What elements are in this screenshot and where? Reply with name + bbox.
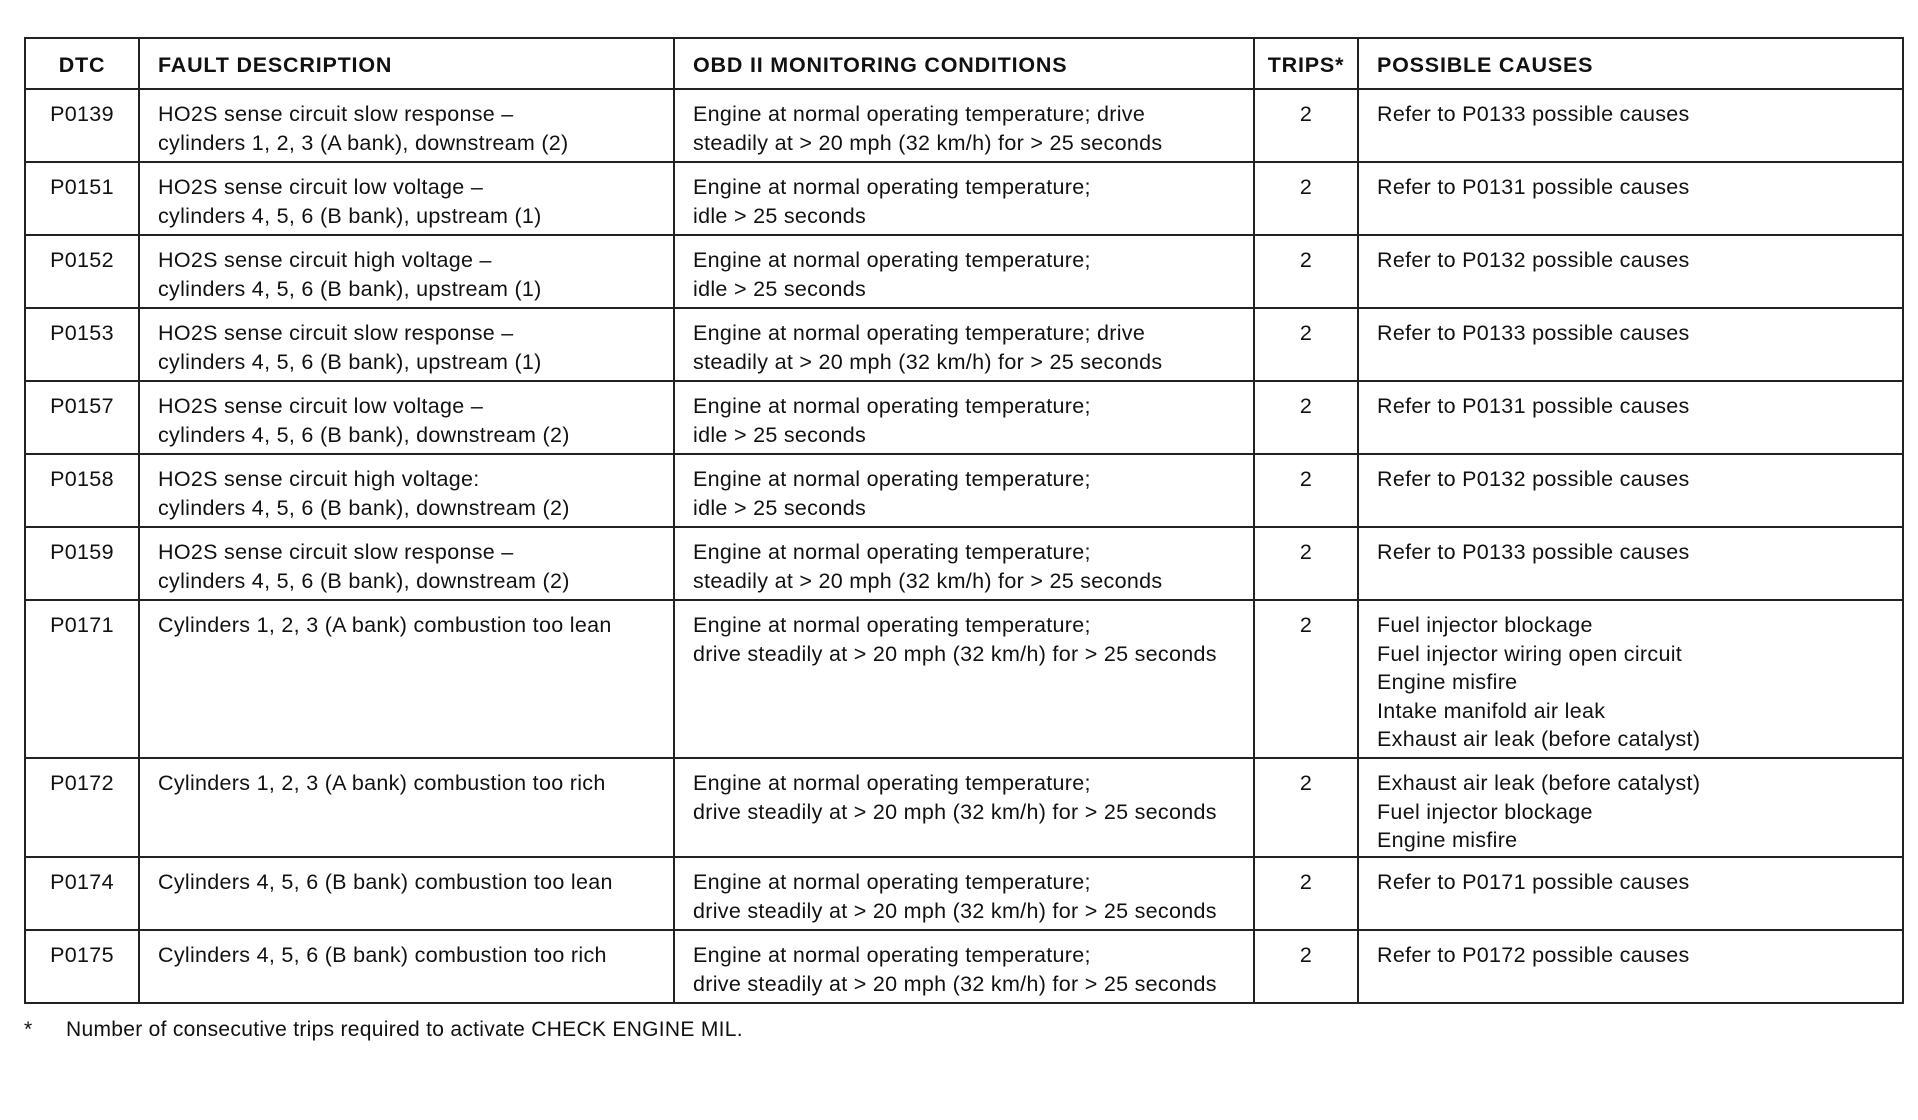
trips-count: 2 [1254,162,1358,235]
possible-causes: Fuel injector blockage Fuel injector wiring open circuit Engine misfire Intake manifold air leak Exhaust air leak (before catalyst) [1358,600,1903,758]
trips-count: 2 [1254,381,1358,454]
table-row [25,758,1903,857]
dtc-code: P0157 [25,381,139,454]
table-row [25,381,1903,454]
monitoring-conditions: Engine at normal operating temperature; drive steadily at > 20 mph (32 km/h) for > 25 seconds [674,758,1254,857]
possible-causes: Refer to P0172 possible causes [1358,930,1903,1003]
header-dtc: DTC [25,38,139,89]
fault-description: HO2S sense circuit slow response – cylinders 4, 5, 6 (B bank), upstream (1) [139,308,674,381]
monitoring-conditions: Engine at normal operating temperature; steadily at > 20 mph (32 km/h) for > 25 seconds [674,527,1254,600]
fault-description: Cylinders 4, 5, 6 (B bank) combustion too rich [139,930,674,1003]
footnote-marker: * [24,1018,33,1041]
possible-causes: Refer to P0131 possible causes [1358,381,1903,454]
dtc-code: P0152 [25,235,139,308]
header-fault-description: FAULT DESCRIPTION [139,38,674,89]
monitoring-conditions: Engine at normal operating temperature; drive steadily at > 20 mph (32 km/h) for > 25 seconds [674,857,1254,930]
monitoring-conditions: Engine at normal operating temperature; idle > 25 seconds [674,454,1254,527]
header-possible-causes: POSSIBLE CAUSES [1358,38,1903,89]
table-row [25,930,1903,1003]
dtc-code: P0171 [25,600,139,758]
possible-causes: Refer to P0132 possible causes [1358,235,1903,308]
table-row [25,454,1903,527]
monitoring-conditions: Engine at normal operating temperature; drive steadily at > 20 mph (32 km/h) for > 25 seconds [674,600,1254,758]
dtc-code: P0139 [25,89,139,162]
monitoring-conditions: Engine at normal operating temperature; idle > 25 seconds [674,162,1254,235]
dtc-code: P0151 [25,162,139,235]
table-row [25,308,1903,381]
fault-description: Cylinders 4, 5, 6 (B bank) combustion too lean [139,857,674,930]
footnote [24,1018,743,1042]
table-row [25,600,1903,758]
dtc-code: P0159 [25,527,139,600]
fault-description: HO2S sense circuit high voltage – cylinders 4, 5, 6 (B bank), upstream (1) [139,235,674,308]
monitoring-conditions: Engine at normal operating temperature; drive steadily at > 20 mph (32 km/h) for > 25 seconds [674,89,1254,162]
fault-description: HO2S sense circuit slow response – cylinders 1, 2, 3 (A bank), downstream (2) [139,89,674,162]
trips-count: 2 [1254,758,1358,857]
fault-description: Cylinders 1, 2, 3 (A bank) combustion too rich [139,758,674,857]
trips-count: 2 [1254,89,1358,162]
possible-causes: Refer to P0132 possible causes [1358,454,1903,527]
header-trips: TRIPS* [1254,38,1358,89]
monitoring-conditions: Engine at normal operating temperature; drive steadily at > 20 mph (32 km/h) for > 25 seconds [674,308,1254,381]
table-row [25,235,1903,308]
trips-count: 2 [1254,600,1358,758]
possible-causes: Refer to P0131 possible causes [1358,162,1903,235]
fault-description: HO2S sense circuit low voltage – cylinders 4, 5, 6 (B bank), upstream (1) [139,162,674,235]
dtc-code: P0158 [25,454,139,527]
possible-causes: Refer to P0133 possible causes [1358,308,1903,381]
trips-count: 2 [1254,857,1358,930]
trips-count: 2 [1254,235,1358,308]
dtc-table [24,37,1904,1004]
dtc-document [24,37,1902,1004]
trips-count: 2 [1254,930,1358,1003]
trips-count: 2 [1254,527,1358,600]
table-row [25,89,1903,162]
header-monitoring-conditions: OBD II MONITORING CONDITIONS [674,38,1254,89]
fault-description: HO2S sense circuit low voltage – cylinders 4, 5, 6 (B bank), downstream (2) [139,381,674,454]
monitoring-conditions: Engine at normal operating temperature; idle > 25 seconds [674,235,1254,308]
fault-description: HO2S sense circuit slow response – cylinders 4, 5, 6 (B bank), downstream (2) [139,527,674,600]
possible-causes: Refer to P0133 possible causes [1358,527,1903,600]
table-row [25,527,1903,600]
footnote-text: Number of consecutive trips required to activate CHECK ENGINE MIL. [66,1018,743,1041]
possible-causes: Exhaust air leak (before catalyst) Fuel injector blockage Engine misfire [1358,758,1903,857]
fault-description: HO2S sense circuit high voltage: cylinders 4, 5, 6 (B bank), downstream (2) [139,454,674,527]
possible-causes: Refer to P0171 possible causes [1358,857,1903,930]
monitoring-conditions: Engine at normal operating temperature; drive steadily at > 20 mph (32 km/h) for > 25 seconds [674,930,1254,1003]
possible-causes: Refer to P0133 possible causes [1358,89,1903,162]
dtc-code: P0153 [25,308,139,381]
table-row [25,162,1903,235]
trips-count: 2 [1254,454,1358,527]
dtc-code: P0175 [25,930,139,1003]
table-row [25,857,1903,930]
dtc-code: P0172 [25,758,139,857]
monitoring-conditions: Engine at normal operating temperature; idle > 25 seconds [674,381,1254,454]
trips-count: 2 [1254,308,1358,381]
table-header-row [25,38,1903,89]
fault-description: Cylinders 1, 2, 3 (A bank) combustion too lean [139,600,674,758]
dtc-code: P0174 [25,857,139,930]
